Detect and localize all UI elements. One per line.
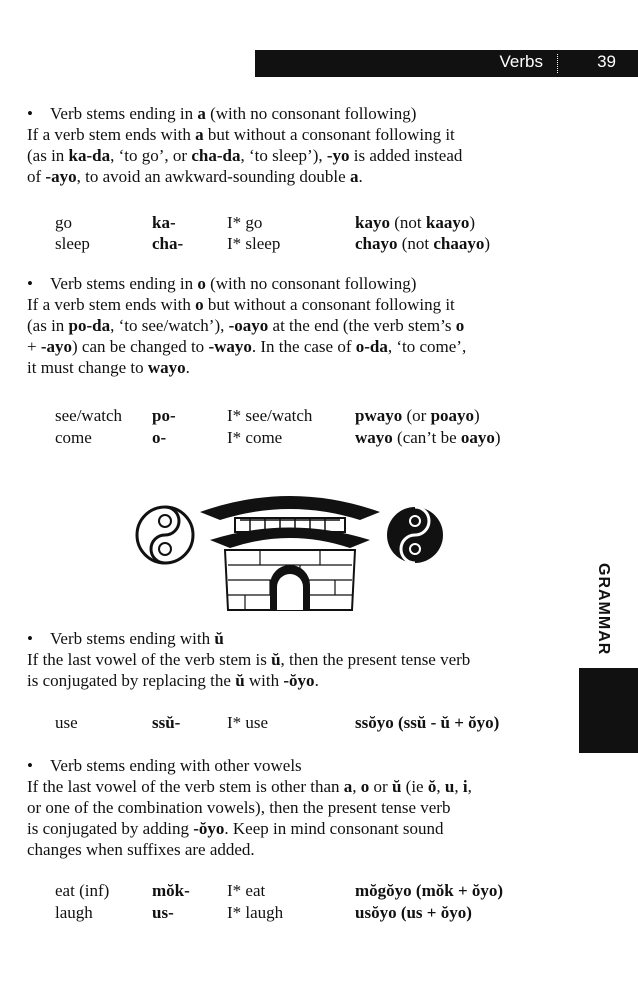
side-tab-label: GRAMMAR bbox=[595, 563, 612, 656]
section-o-body: If a verb stem ends with o but without a consonant following it (as in po-da, ‘to see/watch’), -oayo at the end (the verb stem’s o + -ayo) can be changed to -wayo. In the case of o-da, ‘to come’, it must change to wayo. bbox=[27, 295, 467, 377]
section-a-body: If a verb stem ends with a but without a consonant following it (as in ka-da, ‘to go’, or cha-da, ‘to sleep’), -yo is added instead of -ayo, to avoid an awkward-sounding double a. bbox=[27, 125, 463, 186]
bullet-icon: • bbox=[27, 104, 33, 123]
header-title: Verbs bbox=[499, 52, 543, 71]
header-divider bbox=[557, 54, 559, 73]
taegeuk-filled-icon bbox=[387, 507, 443, 563]
page-number: 39 bbox=[597, 52, 616, 71]
korean-gate-icon bbox=[200, 496, 380, 610]
taegeuk-outline-icon bbox=[137, 507, 193, 563]
section-heading-other: • Verb stems ending with other vowels bbox=[27, 756, 302, 775]
section-u-body: If the last vowel of the verb stem is ŭ, then the present tense verb is conjugated by replacing the ŭ with -ŏyo. bbox=[27, 650, 471, 690]
section-other-body: If the last vowel of the verb stem is other than a, o or ŭ (ie ŏ, u, i, or one of the combination vowels), then the present tense verb is conjugated by adding -ŏyo. Keep in mind consonant sound changes when suffixes are added. bbox=[27, 777, 472, 859]
section-heading-o: • Verb stems ending in o (with no consonant following) bbox=[27, 274, 417, 293]
bullet-icon: • bbox=[27, 629, 33, 648]
illustration bbox=[130, 460, 450, 615]
section-heading-a: • Verb stems ending in a (with no consonant following) bbox=[27, 104, 417, 123]
page-header bbox=[255, 50, 638, 77]
section-heading-u: • Verb stems ending with ŭ bbox=[27, 629, 224, 648]
bullet-icon: • bbox=[27, 756, 33, 775]
bullet-icon: • bbox=[27, 274, 33, 293]
side-tab-marker bbox=[579, 668, 638, 753]
